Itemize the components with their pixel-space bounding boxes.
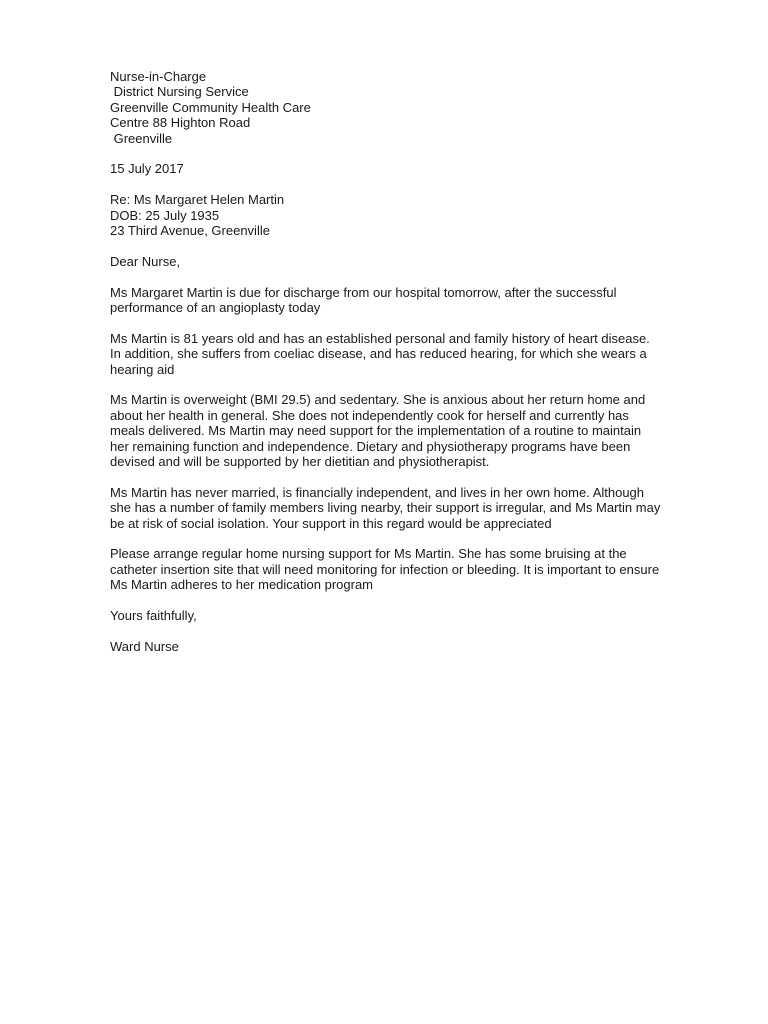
letter-date: 15 July 2017 [110, 161, 184, 177]
paragraph-request: Please arrange regular home nursing support for Ms Martin. She has some bruising at the catheter insertion site that will need monitoring for infection or bleeding. It is important to ensure Ms Martin adheres to her medication program [110, 546, 660, 593]
signature: Ward Nurse [110, 638, 179, 654]
patient-reference [110, 192, 725, 238]
recipient-street: Centre 88 Highton Road [110, 115, 251, 131]
patient-address: 23 Third Avenue, Greenville [110, 223, 270, 239]
paragraph-history: Ms Martin is 81 years old and has an established personal and family history of heart disease. In addition, she suffers from coeliac disease, and has reduced hearing, for which she wears a hearing aid [110, 330, 650, 377]
letter-page [110, 69, 725, 654]
recipient-title: Nurse-in-Charge [110, 69, 207, 84]
patient-dob: DOB: 25 July 1935 [110, 207, 220, 223]
patient-name: Re: Ms Margaret Helen Martin [110, 192, 285, 208]
salutation: Dear Nurse, [110, 253, 181, 269]
recipient-address [110, 69, 725, 146]
recipient-health-care: Greenville Community Health Care [110, 99, 311, 115]
closing: Yours faithfully, [110, 608, 197, 624]
recipient-organisation: District Nursing Service [110, 84, 249, 100]
paragraph-social: Ms Martin has never married, is financially independent, and lives in her own home. Although she has a number of family members living nearby, their support is irregular, and Ms Martin may be at risk of social isolation. Your support in this regard would be appreciated [110, 484, 661, 531]
paragraph-discharge: Ms Margaret Martin is due for discharge from our hospital tomorrow, after the successful performance of an angioplasty today [110, 284, 617, 316]
recipient-city: Greenville [110, 130, 173, 146]
paragraph-lifestyle: Ms Martin is overweight (BMI 29.5) and sedentary. She is anxious about her return home and about her health in general. She does not independently cook for herself and currently has meals delivered. Ms Martin may need support for the implementation of a routine to maintain her remaining function and independence. Dietary and physiotherapy programs have been devised and will be supported by her dietitian and physiotherapist. [110, 392, 646, 470]
